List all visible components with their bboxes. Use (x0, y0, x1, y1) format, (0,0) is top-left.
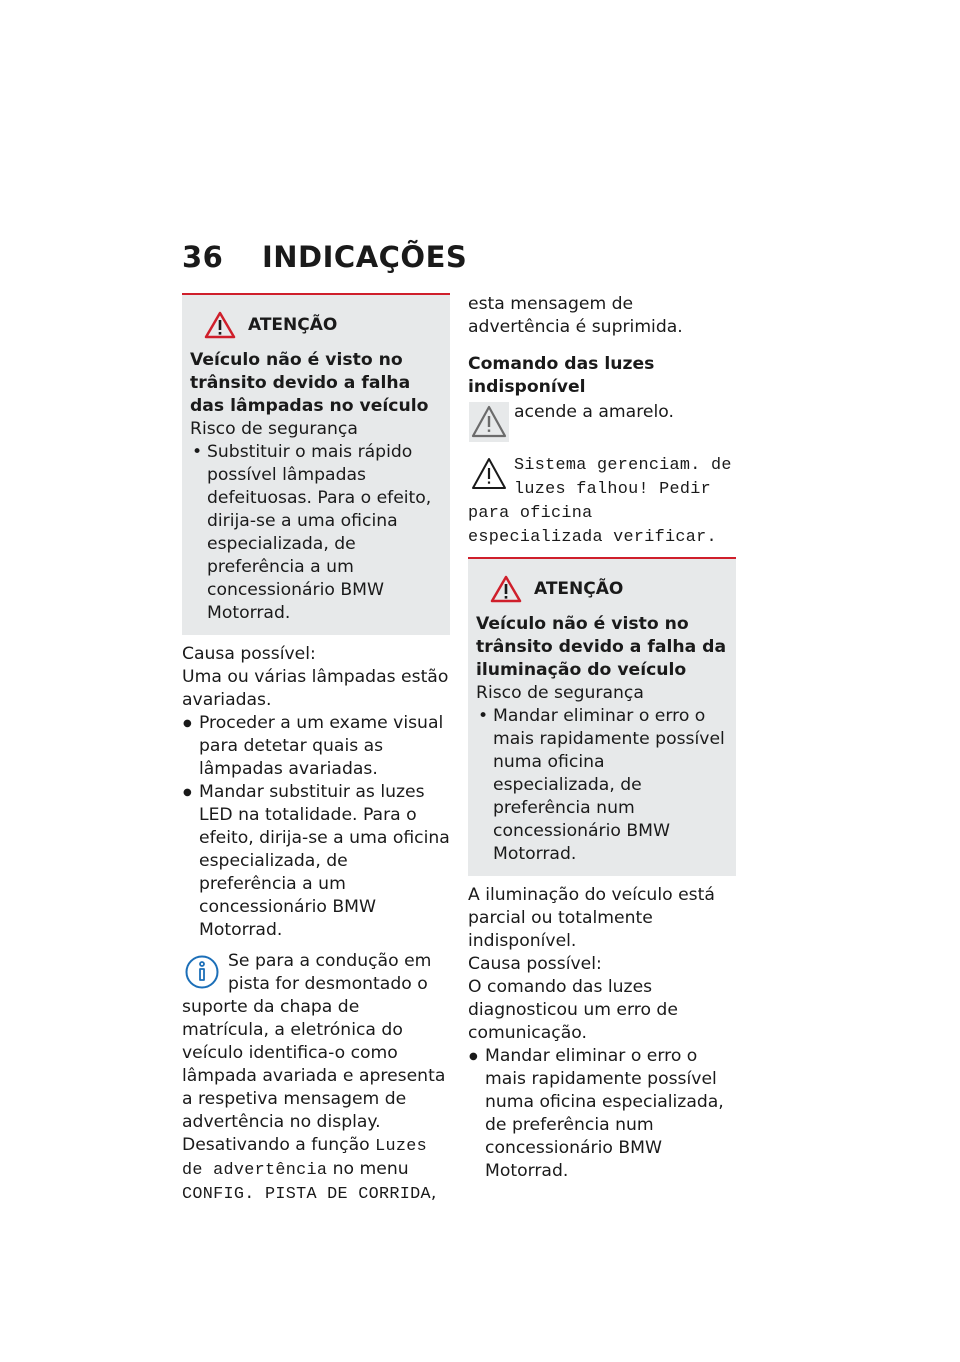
warning-list-item: • Mandar eliminar o erro o mais rapidamente possível numa oficina especializada, de preferência num concessionário BMW Motorrad. (476, 705, 728, 866)
warning-list (476, 705, 728, 866)
warning-triangle-icon (490, 575, 522, 603)
warning-label: ATENÇÃO (248, 314, 338, 335)
cause-text: Uma ou várias lâmpadas estão avariadas. (182, 667, 449, 710)
warning-box (182, 293, 450, 635)
cause-label: Causa possível: (182, 644, 316, 664)
warning-triangle-outline-icon (468, 453, 510, 495)
warning-header (204, 311, 442, 339)
warning-box (468, 557, 736, 876)
cause-label: Causa possível: (468, 954, 602, 974)
display-message: Sistema gerenciam. de luzes falhou! Pedir para oficina especializada verificar. (468, 456, 732, 547)
lighting-text: A iluminação do veículo está parcial ou totalmente indisponível. (468, 885, 715, 951)
page-number: 36 (182, 240, 224, 274)
action-item: ● Mandar substituir as luzes LED na totalidade. Para o efeito, dirija-se a uma oficina especializada, de preferência a um concessionário BMW Motorrad. (182, 781, 450, 942)
warning-label: ATENÇÃO (534, 578, 624, 599)
cause-text: O comando das luzes diagnosticou um erro de comunicação. (468, 977, 678, 1043)
info-icon (184, 954, 220, 990)
menu-path: CONFIG. PISTA DE CORRIDA (182, 1185, 431, 1204)
warning-list (190, 441, 442, 625)
warning-list-item: • Substituir o mais rápido possível lâmpadas defeituosas. Para o efeito, dirija-se a uma oficina especializada, de preferência a um concessionário BMW Motorrad. (190, 441, 442, 625)
general-warning-indicator-icon (468, 401, 510, 443)
info-note (182, 950, 450, 1206)
info-text: Se para a condução em pista for desmontado o suporte da chapa de matrícula, a eletrónica do veículo identifica-o como lâmpada avariada e apresenta a respetiva mensagem de advertência no display. Desativando a função (182, 951, 446, 1155)
action-list (468, 1045, 736, 1183)
page-header (182, 240, 467, 274)
action-item: ● Mandar eliminar o erro o mais rapidamente possível numa oficina especializada, de preferência num concessionário BMW Motorrad. (468, 1045, 736, 1183)
left-column (182, 293, 450, 1206)
action-item: ● Proceder a um exame visual para detetar quais as lâmpadas avariadas. (182, 712, 450, 781)
display-message-row (468, 453, 736, 549)
warning-title: Veículo não é visto no trânsito devido a falha da iluminação do veículo (476, 614, 727, 680)
section-subheading: Comando das luzes indisponível (468, 354, 655, 397)
info-end: , (430, 1183, 437, 1203)
page-title: INDICAÇÕES (262, 240, 468, 274)
warning-risk: Risco de segurança (190, 419, 358, 439)
function-name: Luzes de advertência (182, 1137, 427, 1180)
warning-triangle-icon (204, 311, 236, 339)
indicator-text: acende a amarelo. (514, 402, 674, 422)
action-list (182, 712, 450, 942)
continued-text: esta mensagem de advertência é suprimida. (468, 294, 683, 337)
warning-header (490, 575, 728, 603)
info-mid-text: no menu (332, 1159, 409, 1179)
indicator-row (468, 401, 736, 443)
warning-title: Veículo não é visto no trânsito devido a falha das lâmpadas no veículo (190, 350, 429, 416)
right-column (468, 293, 736, 1183)
warning-risk: Risco de segurança (476, 683, 644, 703)
